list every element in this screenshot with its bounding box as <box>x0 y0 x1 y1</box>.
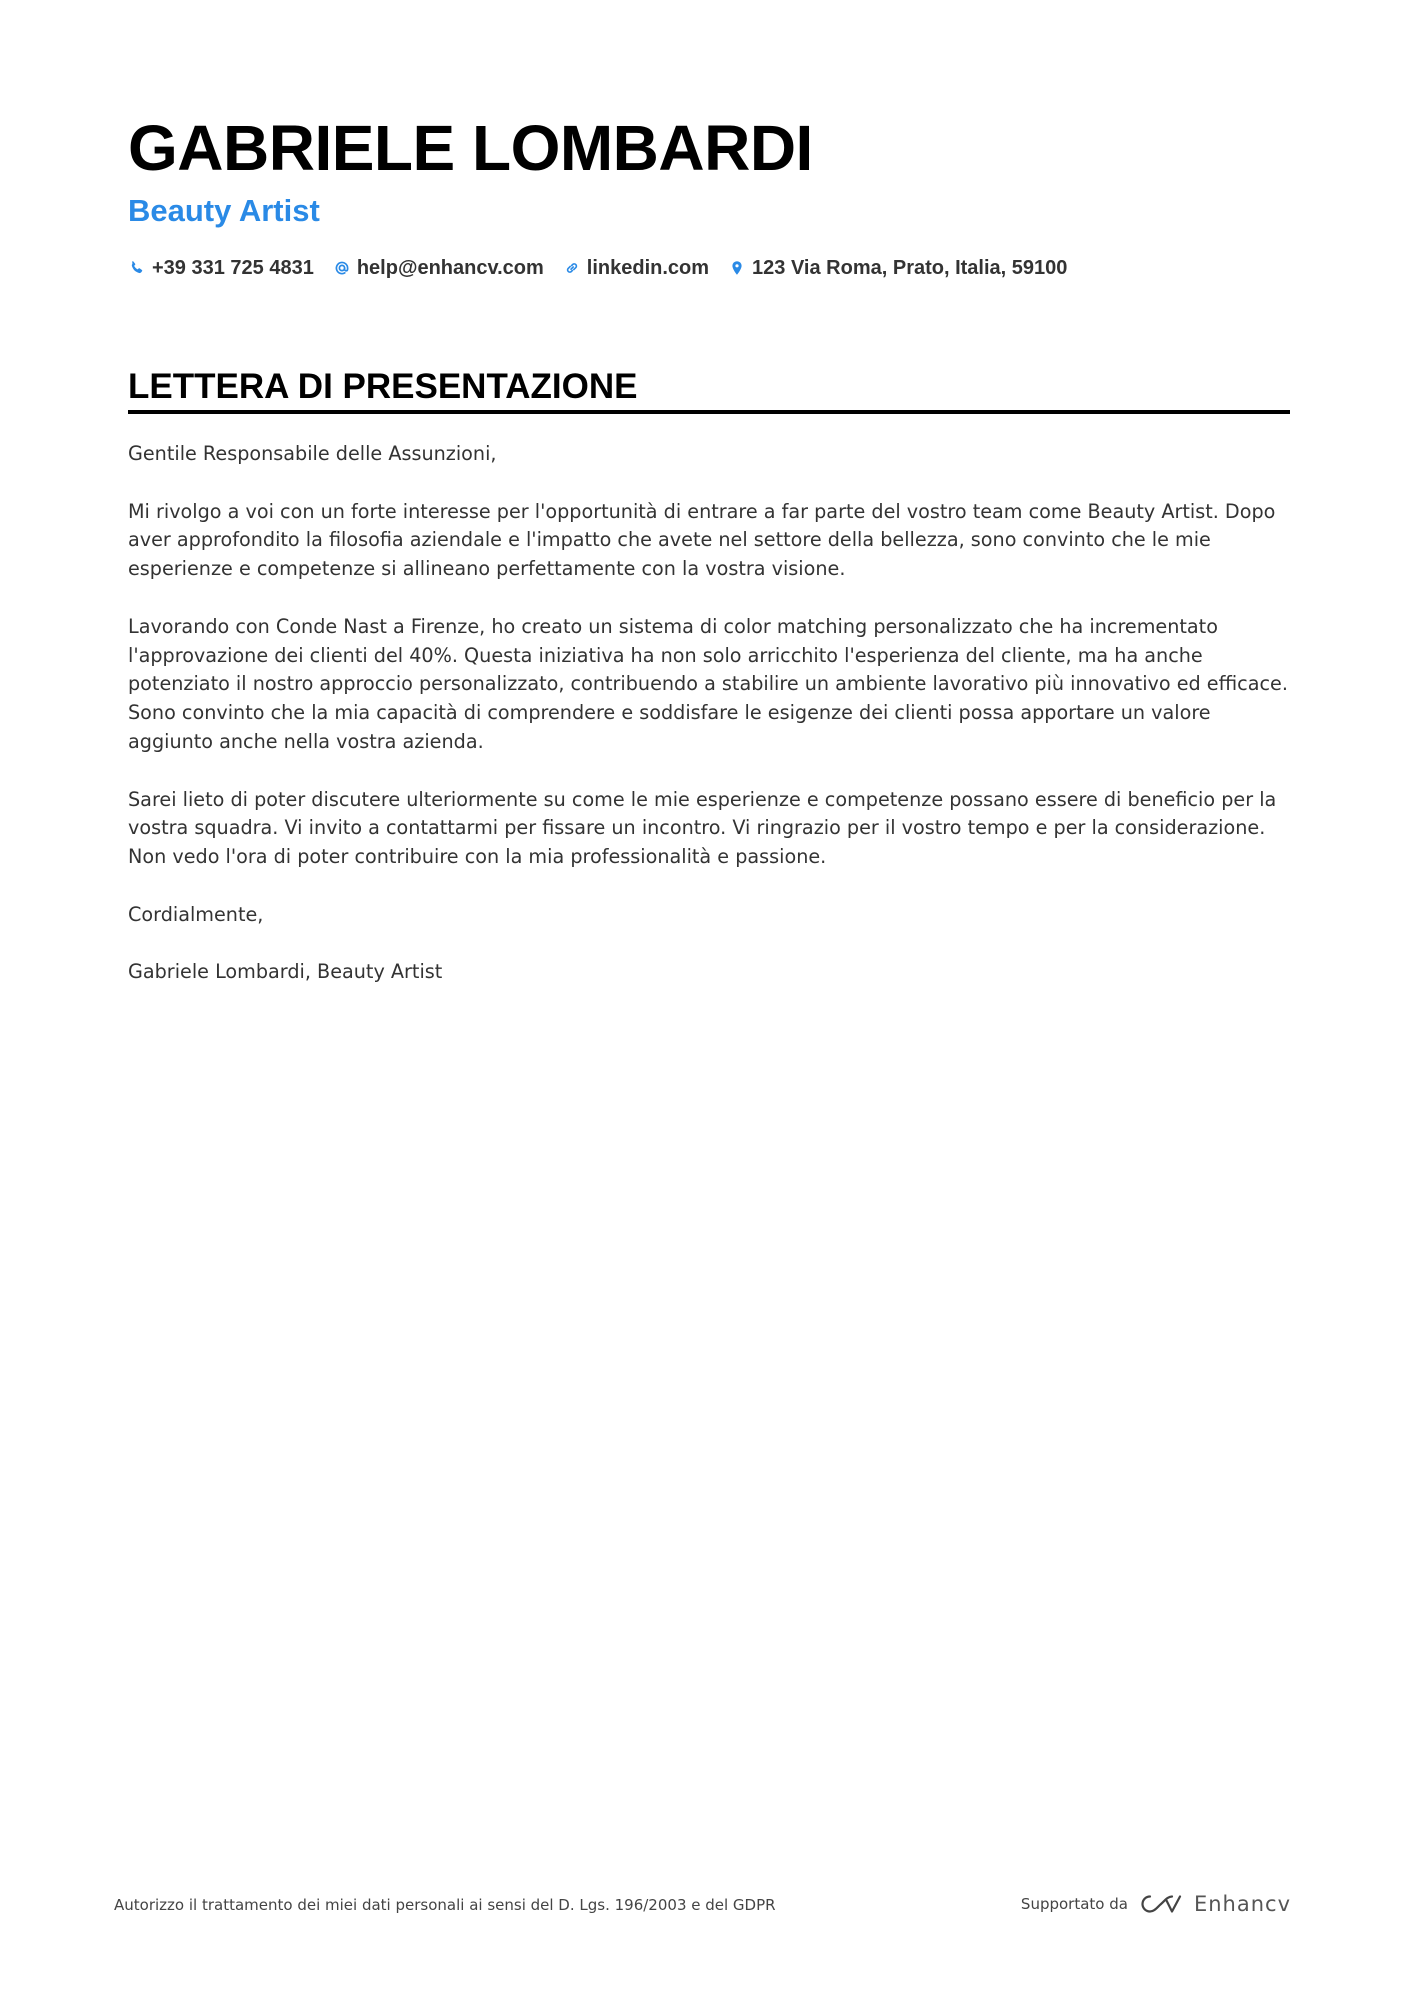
letter-greeting: Gentile Responsabile delle Assunzioni, <box>128 442 497 465</box>
link-icon <box>563 259 581 277</box>
phone-icon <box>128 259 146 277</box>
at-icon <box>333 259 351 277</box>
address-text: 123 Via Roma, Prato, Italia, 59100 <box>752 256 1068 279</box>
candidate-name: GABRIELE LOMBARDI <box>128 112 813 184</box>
section-divider <box>128 410 1290 414</box>
email-text: help@enhancv.com <box>356 256 544 279</box>
enhancv-wordmark: Enhancv <box>1193 1892 1291 1916</box>
contact-row <box>128 253 1067 283</box>
letter-paragraph: Mi rivolgo a voi con un forte interesse per l'opportunità di entrare a far parte del vostro team come Beauty Artist. Dopo aver approfondito la filosofia aziendale e l'impatto che avete nel settore della bellezza, sono convinto che le mie esperienze e competenze si allineano perfettamente con la vostra visione. <box>128 499 1276 581</box>
contact-phone[interactable] <box>128 257 314 280</box>
enhancv-logo-icon <box>1138 1891 1184 1917</box>
location-pin-icon <box>728 259 746 277</box>
letter-paragraph: Lavorando con Conde Nast a Firenze, ho creato un sistema di color matching personalizzato che ha incrementato l'approvazione dei clienti del 40%. Questa iniziativa ha non solo arricchito l'esperienza del cliente, ma ha anche potenziato il nostro approccio personalizzato, contribuendo a stabilire un ambiente lavorativo più innovativo ed efficace. Sono convinto che la mia capacità di comprendere e soddisfare le esigenze dei clienti possa apportare un valore aggiunto anche nella vostra azienda. <box>128 614 1288 753</box>
powered-by[interactable] <box>1021 1890 1291 1918</box>
letter-paragraph: Sarei lieto di poter discutere ulteriormente su come le mie esperienze e competenze possano essere di beneficio per la vostra squadra. Vi invito a contattarmi per fissare un incontro. Vi ringrazio per il vostro tempo e per la considerazione. Non vedo l'ora di poter contribuire con la mia professionalità e passione. <box>128 787 1277 869</box>
contact-linkedin[interactable] <box>563 257 709 280</box>
powered-by-label: Supportato da <box>1020 1895 1128 1913</box>
candidate-role: Beauty Artist <box>128 193 320 228</box>
privacy-consent-note: Autorizzo il trattamento dei miei dati personali ai sensi del D. Lgs. 196/2003 e del GDPR <box>114 1896 776 1914</box>
letter-signature: Gabriele Lombardi, Beauty Artist <box>128 960 443 984</box>
contact-email[interactable] <box>333 257 544 280</box>
letter-closing: Cordialmente, <box>128 902 264 926</box>
letter-body <box>128 440 1293 1016</box>
linkedin-text: linkedin.com <box>586 256 710 279</box>
contact-address <box>728 257 1067 280</box>
phone-text: +39 331 725 4831 <box>152 256 314 279</box>
section-title: LETTERA DI PRESENTAZIONE <box>128 367 638 406</box>
